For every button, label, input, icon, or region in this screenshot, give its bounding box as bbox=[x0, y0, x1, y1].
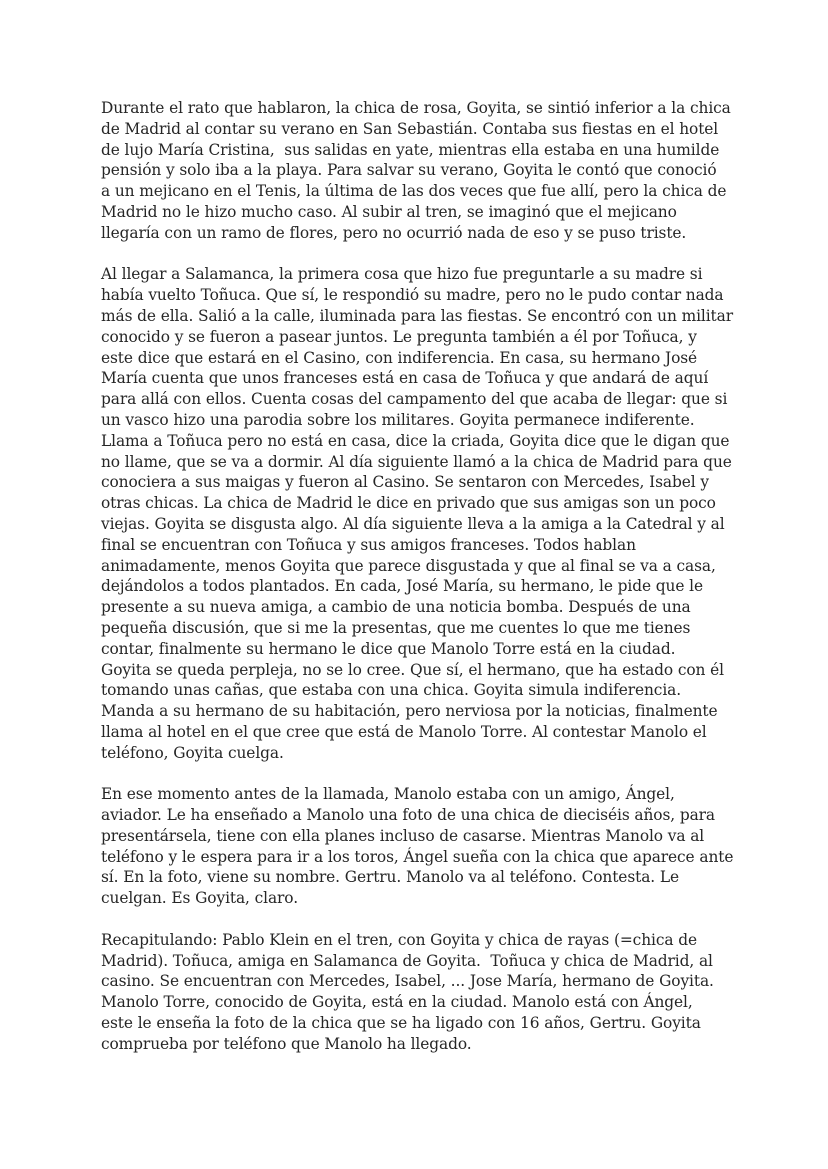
text-line: viejas. Goyita se disgusta algo. Al día siguiente lleva a la amiga a la Catedral y al bbox=[101, 514, 725, 533]
text-line: En ese momento antes de la llamada, Manolo estaba con un amigo, Ángel, bbox=[101, 785, 675, 804]
text-line: teléfono, Goyita cuelga. bbox=[101, 743, 284, 762]
text-line: María cuenta que unos franceses está en casa de Toñuca y que andará de aquí bbox=[101, 369, 709, 388]
text-line: Madrid no le hizo mucho caso. Al subir al tren, se imaginó que el mejicano bbox=[101, 202, 677, 221]
text-line: para allá con ellos. Cuenta cosas del campamento del que acaba de llegar: que si bbox=[101, 390, 728, 409]
text-line: animadamente, menos Goyita que parece disgustada y que al final se va a casa, bbox=[101, 556, 716, 575]
text-line: final se encuentran con Toñuca y sus amigos franceses. Todos hablan bbox=[101, 535, 636, 554]
text-line: Goyita se queda perpleja, no se lo cree. Que sí, el hermano, que ha estado con él bbox=[101, 660, 724, 679]
paragraph bbox=[101, 98, 741, 244]
text-line: cuelgan. Es Goyita, claro. bbox=[101, 889, 298, 908]
text-line: casino. Se encuentran con Mercedes, Isabel, ... Jose María, hermano de Goyita. bbox=[101, 972, 714, 991]
text-line: contar, finalmente su hermano le dice que Manolo Torre está en la ciudad. bbox=[101, 639, 676, 658]
text-line: teléfono y le espera para ir a los toros, Ángel sueña con la chica que aparece ante bbox=[101, 847, 734, 866]
text-line: había vuelto Toñuca. Que sí, le respondió su madre, pero no le pudo contar nada bbox=[101, 286, 724, 305]
text-line: Manda a su hermano de su habitación, pero nerviosa por la noticias, finalmente bbox=[101, 702, 718, 721]
text-line: comprueba por teléfono que Manolo ha llegado. bbox=[101, 1034, 472, 1053]
text-line: dejándolos a todos plantados. En cada, José María, su hermano, le pide que le bbox=[101, 577, 703, 596]
text-line: de Madrid al contar su verano en San Sebastián. Contaba sus fiestas en el hotel bbox=[101, 119, 719, 138]
text-line: no llame, que se va a dormir. Al día siguiente llamó a la chica de Madrid para que bbox=[101, 452, 732, 471]
text-line: este le enseña la foto de la chica que se ha ligado con 16 años, Gertru. Goyita bbox=[101, 1014, 701, 1033]
text-line: más de ella. Salió a la calle, iluminada para las fiestas. Se encontró con un militar bbox=[101, 306, 733, 325]
text-line: Recapitulando: Pablo Klein en el tren, con Goyita y chica de rayas (=chica de bbox=[101, 930, 697, 949]
text-line: Madrid). Toñuca, amiga en Salamanca de Goyita. Toñuca y chica de Madrid, al bbox=[101, 951, 713, 970]
text-line: este dice que estará en el Casino, con indiferencia. En casa, su hermano José bbox=[101, 348, 698, 367]
text-line: Al llegar a Salamanca, la primera cosa que hizo fue preguntarle a su madre si bbox=[101, 265, 703, 284]
text-line: tomando unas cañas, que estaba con una chica. Goyita simula indiferencia. bbox=[101, 681, 682, 700]
text-line: conociera a sus maigas y fueron al Casino. Se sentaron con Mercedes, Isabel y bbox=[101, 473, 709, 492]
text-line: conocido y se fueron a pasear juntos. Le pregunta también a él por Toñuca, y bbox=[101, 327, 697, 346]
text-line: un vasco hizo una parodia sobre los militares. Goyita permanece indiferente. bbox=[101, 410, 695, 429]
paragraph bbox=[101, 930, 741, 1055]
text-line: llama al hotel en el que cree que está de Manolo Torre. Al contestar Manolo el bbox=[101, 722, 707, 741]
text-line: pequeña discusión, que si me la presentas, que me cuentes lo que me tienes bbox=[101, 618, 691, 637]
text-line: aviador. Le ha enseñado a Manolo una foto de una chica de dieciséis años, para bbox=[101, 806, 716, 825]
text-line: presente a su nueva amiga, a cambio de una noticia bomba. Después de una bbox=[101, 598, 691, 617]
text-line: sí. En la foto, viene su nombre. Gertru. Manolo va al teléfono. Contesta. Le bbox=[101, 868, 679, 887]
text-line: llegaría con un ramo de flores, pero no ocurrió nada de eso y se puso triste. bbox=[101, 223, 687, 242]
paragraph bbox=[101, 784, 741, 909]
text-line: otras chicas. La chica de Madrid le dice en privado que sus amigas son un poco bbox=[101, 494, 716, 513]
text-line: Manolo Torre, conocido de Goyita, está en la ciudad. Manolo está con Ángel, bbox=[101, 993, 693, 1012]
text-line: a un mejicano en el Tenis, la última de las dos veces que fue allí, pero la chica de bbox=[101, 182, 727, 201]
text-line: presentársela, tiene con ella planes incluso de casarse. Mientras Manolo va al bbox=[101, 826, 705, 845]
document-page bbox=[101, 98, 741, 1075]
text-line: de lujo María Cristina, sus salidas en yate, mientras ella estaba en una humilde bbox=[101, 140, 720, 159]
text-line: Durante el rato que hablaron, la chica de rosa, Goyita, se sintió inferior a la chica bbox=[101, 99, 731, 117]
text-line: Llama a Toñuca pero no está en casa, dice la criada, Goyita dice que le digan que bbox=[101, 431, 730, 450]
text-line: pensión y solo iba a la playa. Para salvar su verano, Goyita le contó que conoció bbox=[101, 161, 717, 180]
paragraph bbox=[101, 264, 741, 763]
